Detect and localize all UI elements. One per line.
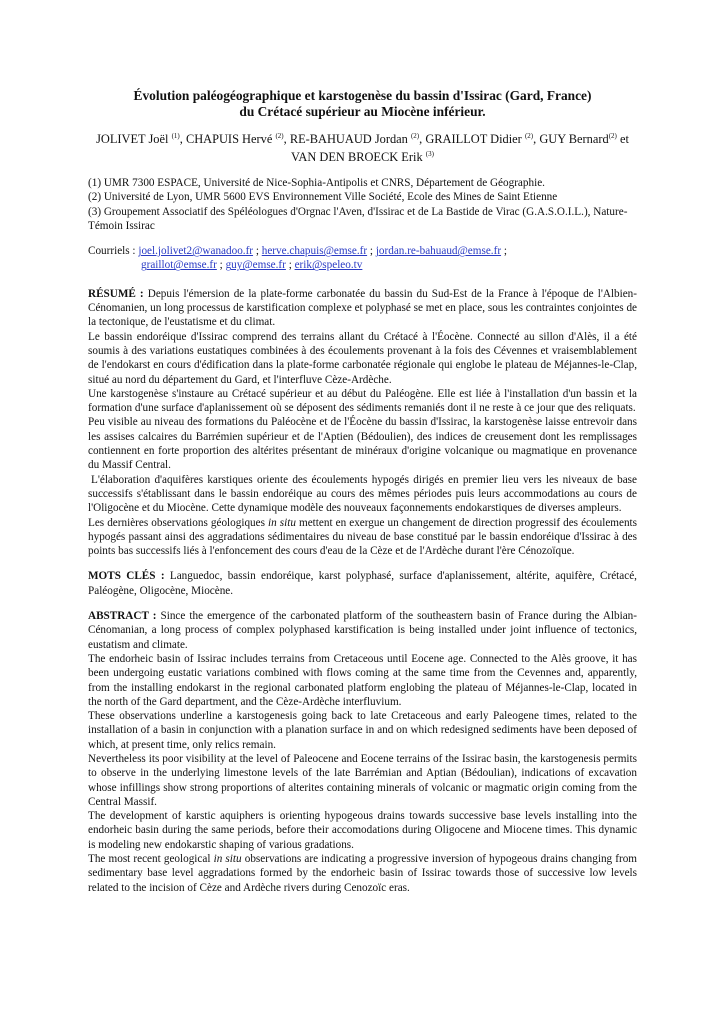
email-list xyxy=(88,244,637,273)
keywords-label: MOTS CLÉS : xyxy=(88,570,165,583)
email-link-jolivet[interactable]: joel.jolivet2@wanadoo.fr xyxy=(138,245,254,258)
email-row-2: graillot@emse.fr ; guy@emse.fr ; erik@speleo.tv xyxy=(141,259,363,272)
keywords-paragraph: MOTS CLÉS : Languedoc, bassin endoréique, karst polyphasé, surface d'aplanissement, altérite, aquifère, Crétacé, Paléogène, Oligocène, Miocène. xyxy=(88,570,637,597)
email-link-vandenbroeck[interactable]: erik@speleo.tv xyxy=(294,259,363,272)
email-link-chapuis[interactable]: herve.chapuis@emse.fr xyxy=(261,245,368,258)
resume-paragraph: Peu visible au niveau des formations du Paléocène et de l'Éocène du bassin d'Issirac, la karstogenèse laisse entrevoir dans les assises calcaires du Barrémien supérieur et de l'Aptien (Bédoulien), des indices de creusement dont les remplissages contiennent en forte proportion des altérites présentant de minéraux d'origine volcanique ou magmatique en provenance du Massif Central. xyxy=(88,416,637,472)
email-row-1: Courriels : joel.jolivet2@wanadoo.fr ; herve.chapuis@emse.fr ; jordan.re-bahuaud@emse.fr ; xyxy=(88,245,507,258)
email-link-graillot[interactable]: graillot@emse.fr xyxy=(141,259,217,272)
resume-label: RÉSUMÉ : xyxy=(88,287,144,300)
abstract-paragraph: Nevertheless its poor visibility at the level of Paleocene and Eocene terrains of the Issirac basin, the karstogenesis permits to observe in the underlying limestone levels of the late Barrémian and Aptian (Bédoulian), indications of excavation whose infillings show strong proportions of alterites containing minerals of volcanic or magmatic origin coming from the Central Massif. xyxy=(88,752,637,808)
title-line-2: du Crétacé supérieur au Miocène inférieur. xyxy=(239,104,486,119)
resume-paragraph: Une karstogenèse s'instaure au Crétacé supérieur et au début du Paléogène. Elle est liée à l'installation d'un bassin et la formation d'une surface d'aplanissement où se déposent des sédiments remaniés dont il ne reste à ce jour que des reliquats. xyxy=(88,387,637,415)
author: GRAILLOT Didier $^{(2)}$, xyxy=(425,132,540,146)
abstract-paragraph: These observations underline a karstogenesis going back to late Cretaceous and early Paleogene times, related to the installation of a basin in conjunction with a planation surface in and on which redesigned sediments have been deposed of which, at present time, only relics remain. xyxy=(88,710,637,751)
author: JOLIVET Joël $^{(1)}$, xyxy=(96,132,186,146)
abstract-paragraph: ABSTRACT : Since the emergence of the carbonated platform of the southeastern basin of France during the Albian-Cénomanian, a long process of complex polyphased karstification is being installed under joint influence of tectonics, eustatism and climate. xyxy=(88,610,637,651)
resume-paragraph: Les dernières observations géologiques in situ mettent en exergue un changement de direction progressif des écoulements hypogés passant ainsi des aggradations sédimentaires du niveau de base constitué par le bassin endoréique d'Issirac à des points bas successifs liés à l'enfoncement des cours d'eau de la Cèze et de l'Ardèche durant l'ère Cénozoïque. xyxy=(88,516,638,558)
affiliation-3: (3) Groupement Associatif des Spéléologues d'Orgnac l'Aven, d'Issirac et de La Bastide de Virac (G.A.S.O.I.L.), Nature-Témoin Issirac xyxy=(88,205,628,232)
abstract-paragraph: The endorheic basin of Issirac includes terrains from Cretaceous until Eocene age. Connected to the Alès groove, it has been undergoing eustatic variations combined with flows coming at the same time from the Cevennes and, apparently, from the installing endokarst in the regional carbonated platform englobing the plateau of Méjannes-le-Clap, located in the north of the Gard department, and the Cèze-Ardèche interfluvium. xyxy=(88,652,637,708)
affiliations xyxy=(88,176,637,233)
paper-page xyxy=(88,88,637,895)
author: RE-BAHUAUD Jordan $^{(2)}$, xyxy=(289,132,426,146)
abstract-paragraph: The development of karstic aquiphers is orienting hypogeous drains towards successive base levels installing into the endorheic basin during the same periods, before their accomodations during Oligocene and Miocene times. This dynamic is modeling new endokarstic shaping of various gradations. xyxy=(88,810,637,851)
author-list xyxy=(88,129,637,165)
keywords-section xyxy=(88,569,637,598)
affiliation-2: (2) Université de Lyon, UMR 5600 EVS Environnement Ville Société, Ecole des Mines de Saint Etienne xyxy=(88,191,558,204)
abstract-paragraph: The most recent geological in situ observations are indicating a progressive inversion of hypogeous drains changing from sedimentary base level aggradations formed by the endorheic basin of Issirac towards those of successive low levels related to the incision of Cèze and Ardèche rivers during Cenozoïc eras. xyxy=(88,853,638,894)
email-link-guy[interactable]: guy@emse.fr xyxy=(225,259,286,272)
email-link-re-bahuaud[interactable]: jordan.re-bahuaud@emse.fr xyxy=(375,245,502,258)
affiliation-1: (1) UMR 7300 ESPACE, Université de Nice-Sophia-Antipolis et CNRS, Département de Géographie. xyxy=(88,177,545,189)
resume-paragraph: L'élaboration d'aquifères karstiques oriente des écoulements hypogés dirigés en premier lieu vers les niveaux de base successifs s'établissant dans le bassin endoréique au cours des mêmes périodes puis leurs accommodations au cours de l'Oligocène et du Miocène. Cette dynamique modèle des nouveaux façonnements endokarstiques de diverses ampleurs. xyxy=(88,473,637,515)
abstract-label: ABSTRACT : xyxy=(88,610,157,623)
author: GUY Bernard$^{(2)}$ et xyxy=(539,132,629,146)
author: VAN DEN BROECK Erik $^{(3)}$ xyxy=(291,150,434,164)
abstract-section xyxy=(88,609,637,895)
title-line-1: Évolution paléogéographique et karstogenèse du bassin d'Issirac (Gard, France) xyxy=(133,88,592,103)
resume-section xyxy=(88,287,637,559)
resume-paragraph: RÉSUMÉ : Depuis l'émersion de la plate-forme carbonatée du bassin du Sud-Est de la France à l'époque de l'Albien-Cénomanien, un long processus de karstification complexe et polyphasé se met en place, sous les contraintes conjointes de la tectonique, de l'eustatisme et du climat. xyxy=(88,287,638,329)
resume-paragraph: Le bassin endoréique d'Issirac comprend des terrains allant du Crétacé à l'Éocène. Connecté au sillon d'Alès, il a été soumis à des variations eustatiques combinées à des écoulements provenant à la fois des Cévennes et vraisemblablement de l'endokarst en cours d'édification dans la plate-forme carbonatée régionale qui englobe le plateau de Méjannes-le-Clap, situé au nord du département du Gard, et l'interfluve Cèze-Ardèche. xyxy=(88,330,637,386)
paper-title xyxy=(88,88,637,120)
author: CHAPUIS Hervé $^{(2)}$, xyxy=(185,132,290,146)
email-label: Courriels : xyxy=(88,245,139,258)
